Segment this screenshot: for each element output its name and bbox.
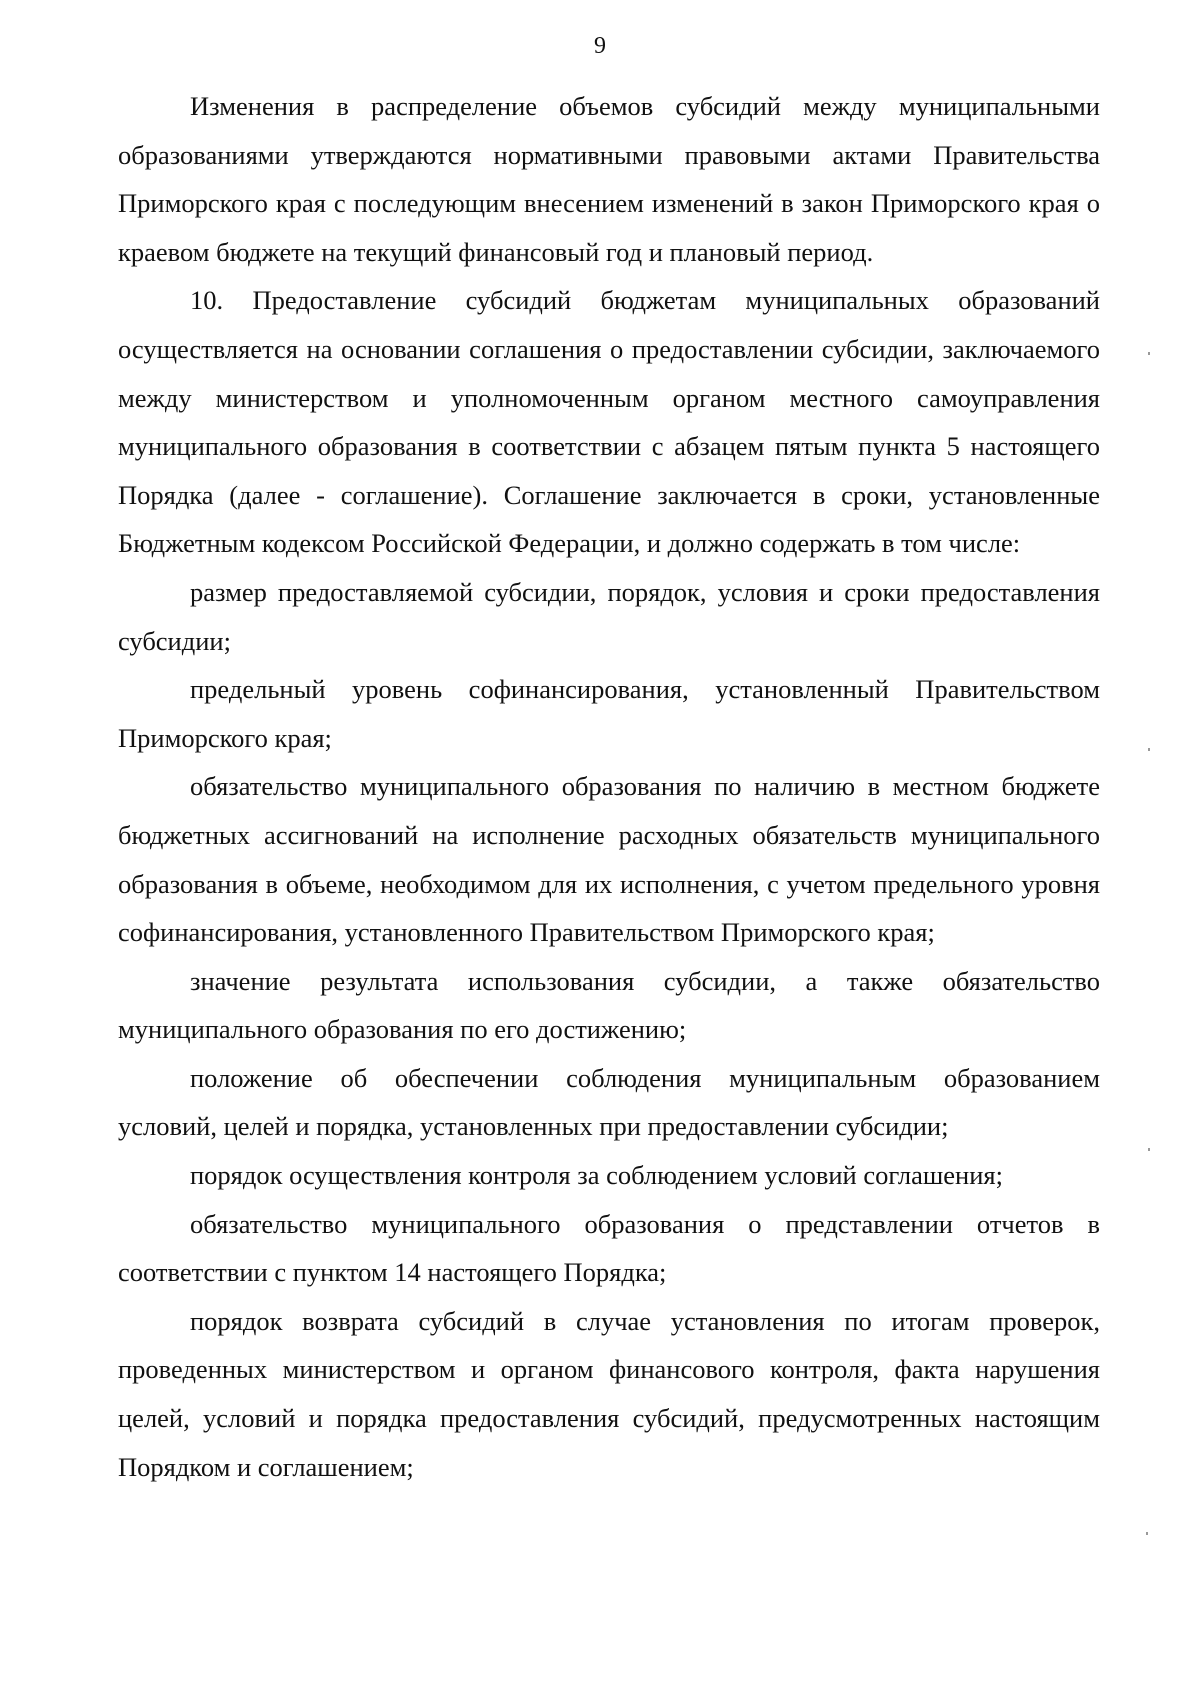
paragraph-compliance: положение об обеспечении соблюдения муниципальным образованием условий, целей и порядка, установленных при предоставлении субсидии;: [118, 1062, 1100, 1142]
paragraph-budget-obligation: обязательство муниципального образования по наличию в местном бюджете бюджетных ассигнований на исполнение расходных обязательств муниципального образования в объеме, необходимом для их исполнения, с учетом предельного уровня софинансирования, установленного Правительством Приморского края;: [118, 771, 1100, 948]
paragraph-result-value: значение результата использования субсидии, а также обязательство муниципального образования по его достижению;: [118, 965, 1100, 1045]
document-body: [118, 82, 1100, 1491]
scan-speck: [1148, 352, 1150, 355]
page-number: 9: [594, 33, 606, 59]
paragraph-reporting-obligation: обязательство муниципального образования о представлении отчетов в соответствии с пунктом 14 настоящего Порядка;: [118, 1208, 1100, 1288]
paragraph-subsidy-changes: Изменения в распределение объемов субсидий между муниципальными образованиями утверждаются нормативными правовыми актами Правительства Приморского края с последующим внесением изменений в закон Приморского края о краевом бюджете на текущий финансовый год и плановый период.: [118, 91, 1100, 267]
paragraph-return-order: порядок возврата субсидий в случае установления по итогам проверок, проведенных министерством и органом финансового контроля, факта нарушения целей, условий и порядка предоставления субсидий, предусмотренных настоящим Порядком и соглашением;: [118, 1305, 1100, 1482]
paragraph-subsidy-amount: размер предоставляемой субсидии, порядок, условия и сроки предоставления субсидии;: [118, 576, 1100, 656]
paragraph-10-agreement: 10. Предоставление субсидий бюджетам муниципальных образований осуществляется на основании соглашения о предоставлении субсидии, заключаемого между министерством и уполномоченным органом местного самоуправления муниципального образования в соответствии с абзацем пятым пункта 5 настоящего Порядка (далее - соглашение). Соглашение заключается в сроки, установленные Бюджетным кодексом Российской Федерации, и должно содержать в том числе:: [118, 285, 1100, 559]
scan-speck: [1148, 748, 1150, 751]
scan-speck: [1146, 1532, 1148, 1535]
paragraph-control-order: порядок осуществления контроля за соблюдением условий соглашения;: [190, 1160, 1003, 1191]
paragraph-cofinancing-level: предельный уровень софинансирования, установленный Правительством Приморского края;: [118, 674, 1100, 753]
scan-speck: [1148, 1148, 1150, 1151]
